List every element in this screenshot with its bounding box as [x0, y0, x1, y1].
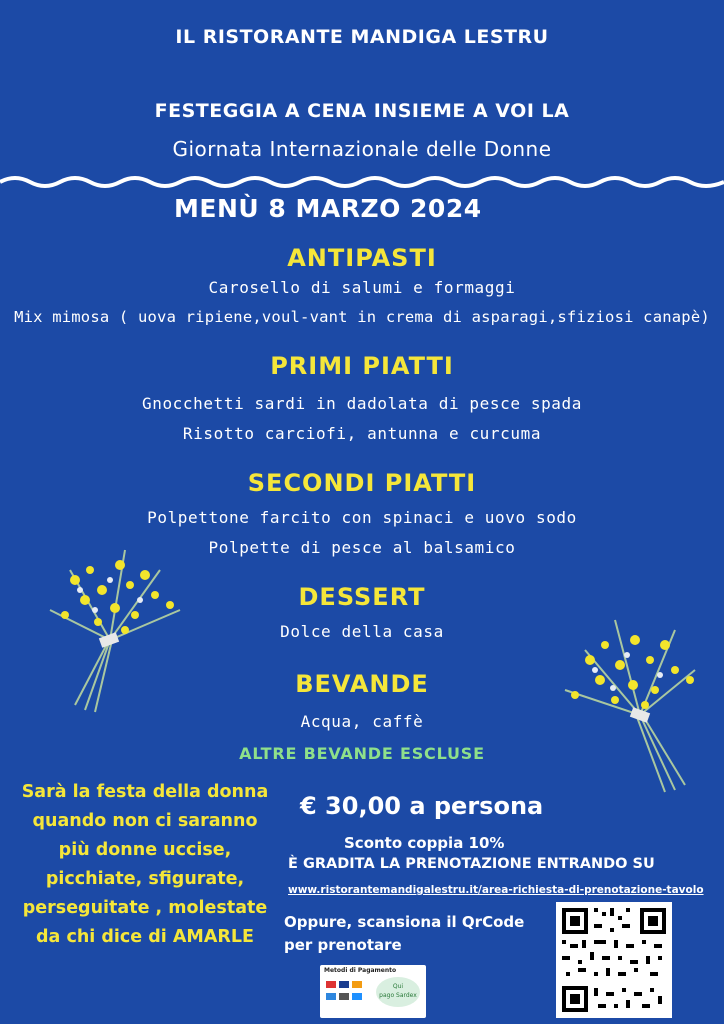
quote-line: da chi dice di AMARLE — [36, 927, 254, 947]
card-icon — [352, 993, 362, 1000]
wave-divider — [0, 168, 724, 190]
section-title-antipasti: ANTIPASTI — [287, 244, 437, 272]
menu-item: Polpettone farcito con spinaci e uovo sodo — [147, 508, 577, 527]
menu-title: MENÙ 8 MARZO 2024 — [174, 194, 482, 223]
header-line-1: FESTEGGIA A CENA INSIEME A VOI LA — [154, 100, 570, 122]
payment-title: Metodi di Pagamento — [324, 967, 397, 974]
section-title-primi: PRIMI PIATTI — [270, 352, 454, 380]
menu-item: Dolce della casa — [280, 622, 444, 641]
sardex-badge-line-1: Qui — [392, 983, 404, 990]
mimosa-bouquet-right-icon — [545, 600, 715, 795]
menu-item: Carosello di salumi e formaggi — [208, 278, 516, 297]
booking-link[interactable]: www.ristorantemandigalestru.it/area-richiesta-di-prenotazione-tavolo — [288, 884, 704, 896]
restaurant-name: IL RISTORANTE MANDIGA LESTRU — [175, 26, 549, 48]
section-title-bevande: BEVANDE — [295, 670, 429, 698]
card-icon — [339, 981, 349, 988]
mimosa-bouquet-left-icon — [30, 530, 200, 720]
sardex-badge-icon — [376, 977, 420, 1007]
quote-line: Sarà la festa della donna — [21, 782, 269, 802]
discount: Sconto coppia 10% — [344, 834, 505, 852]
quote-line: perseguitate , molestate — [22, 898, 268, 918]
quote-line: picchiate, sfigurate, — [45, 869, 245, 889]
header-line-2: Giornata Internazionale delle Donne — [172, 137, 552, 161]
booking-note: È GRADITA LA PRENOTAZIONE ENTRANDO SU — [288, 856, 655, 872]
card-icon — [326, 981, 336, 988]
card-icon — [352, 981, 362, 988]
qr-code-icon — [556, 902, 672, 1018]
quote-block — [14, 778, 276, 952]
menu-item: Acqua, caffè — [300, 712, 424, 731]
menu-item: Risotto carciofi, antunna e curcuma — [182, 424, 542, 443]
qr-instruction-line-1: Oppure, scansiona il QrCode — [284, 913, 525, 931]
section-title-secondi: SECONDI PIATTI — [247, 469, 477, 497]
payment-methods — [320, 965, 426, 1018]
quote-line: più donne uccise, — [58, 840, 232, 860]
qr-instruction-line-2: per prenotare — [284, 936, 402, 954]
section-title-dessert: DESSERT — [298, 583, 426, 611]
bevande-note: ALTRE BEVANDE ESCLUSE — [239, 744, 485, 763]
card-icon — [339, 993, 349, 1000]
qr-code[interactable] — [556, 902, 672, 1018]
menu-item: Polpette di pesce al balsamico — [208, 538, 516, 557]
card-icon — [326, 993, 336, 1000]
price: € 30,00 a persona — [300, 792, 544, 820]
menu-item: Gnocchetti sardi in dadolata di pesce spada — [141, 394, 582, 413]
menu-item: Mix mimosa ( uova ripiene,voul-vant in crema di asparagi,sfiziosi canapè) — [14, 308, 710, 326]
quote-line: quando non ci saranno — [32, 811, 258, 831]
sardex-badge-line-2: pago Sardex — [379, 992, 417, 999]
